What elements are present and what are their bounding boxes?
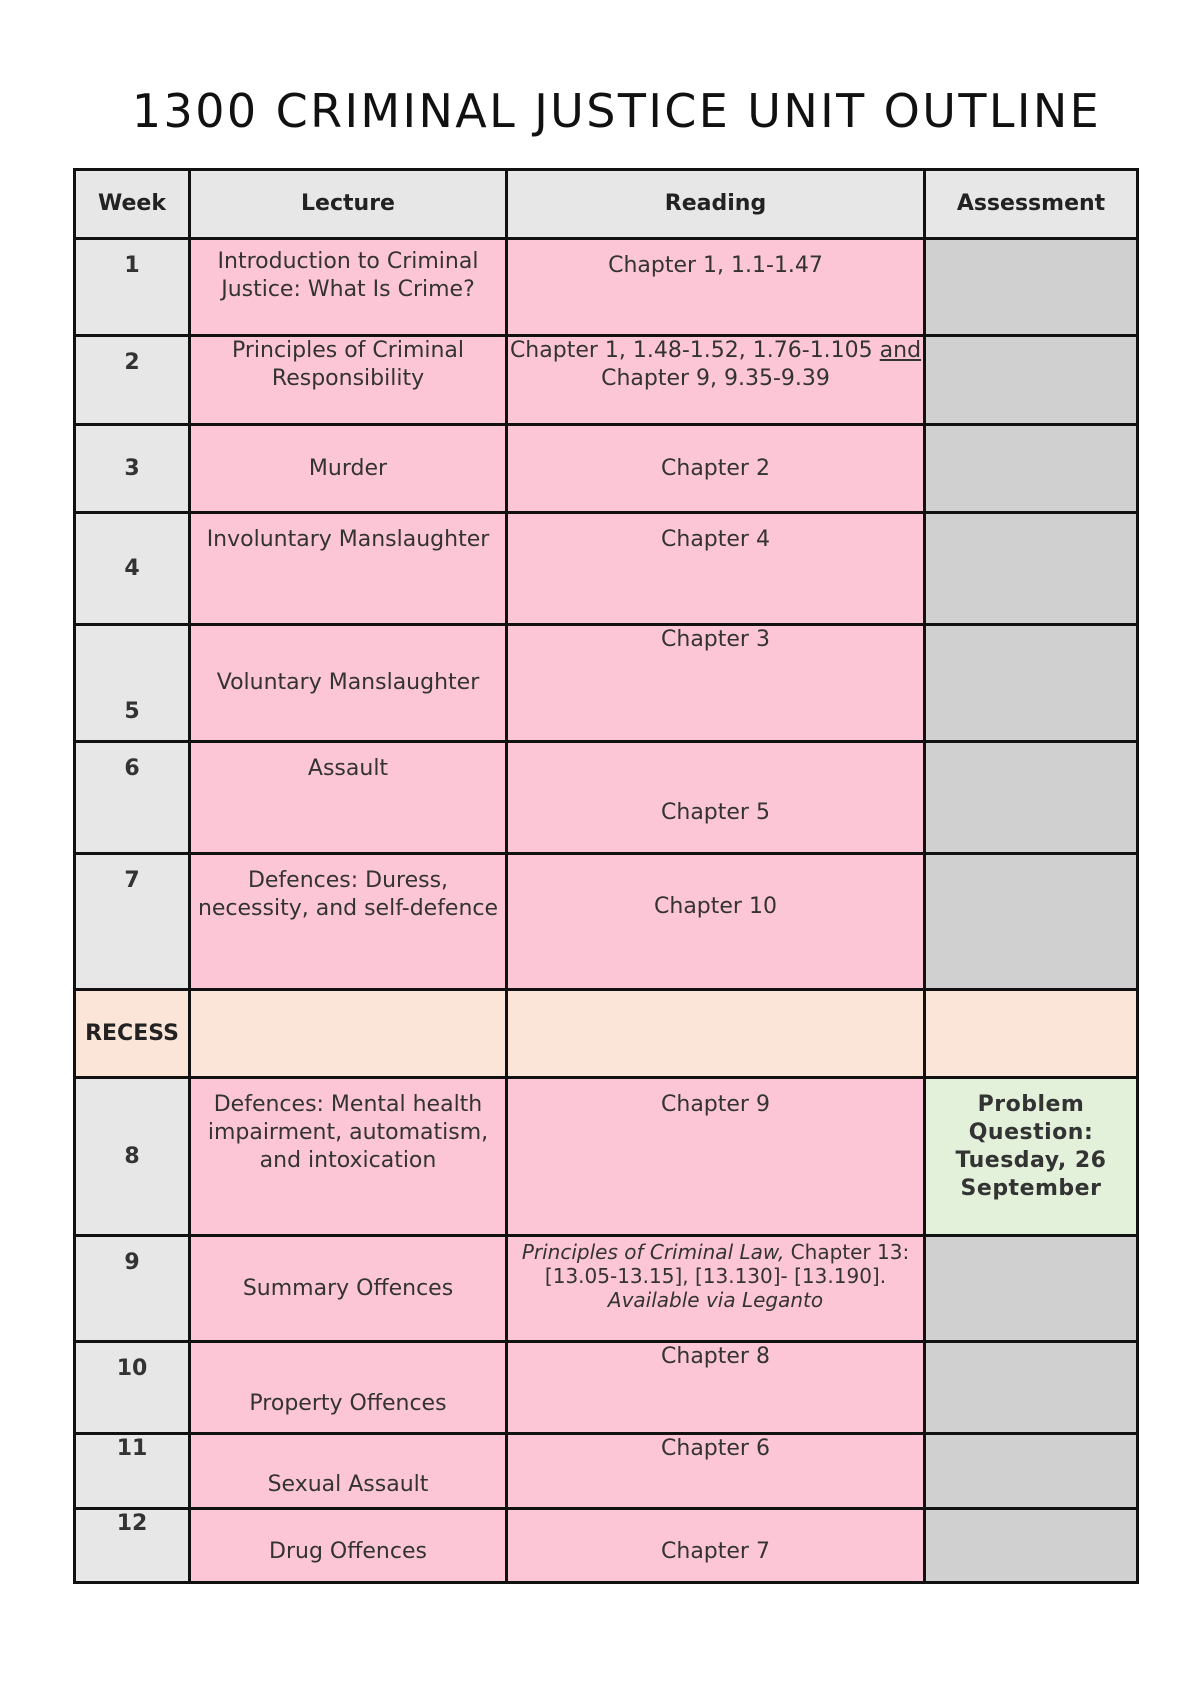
assessment-cell (925, 1236, 1138, 1342)
assessment-cell (925, 742, 1138, 854)
table-row (75, 742, 1138, 854)
reading-cell: Chapter 8 (507, 1342, 925, 1434)
reading-availability: Available via Leganto (607, 1288, 824, 1312)
recess-row (75, 990, 1138, 1078)
week-cell: 4 (75, 513, 190, 625)
assessment-cell (925, 854, 1138, 990)
reading-cell: Chapter 3 (507, 625, 925, 742)
reading-cell: Chapter 10 (507, 854, 925, 990)
assessment-cell (925, 239, 1138, 336)
table-row (75, 1078, 1138, 1236)
table-row (75, 625, 1138, 742)
reading-cell: Chapter 5 (507, 742, 925, 854)
assessment-cell (925, 625, 1138, 742)
reading-cell: Chapter 9 (507, 1078, 925, 1236)
assessment-cell (925, 1342, 1138, 1434)
lecture-cell: Assault (190, 742, 507, 854)
lecture-cell: Defences: Duress, necessity, and self-defence (190, 854, 507, 990)
recess-label: RECESS (75, 990, 190, 1078)
lecture-cell: Property Offences (190, 1342, 507, 1434)
reading-cell: Chapter 2 (507, 425, 925, 513)
reading-text: Chapter 1, 1.48-1.52, 1.76-1.105 (509, 338, 873, 363)
lecture-cell: Involuntary Manslaughter (190, 513, 507, 625)
lecture-cell: Summary Offences (190, 1236, 507, 1342)
assessment-cell (925, 990, 1138, 1078)
assessment-cell (925, 425, 1138, 513)
week-cell: 7 (75, 854, 190, 990)
reading-cell (507, 990, 925, 1078)
lecture-cell: Voluntary Manslaughter (190, 625, 507, 742)
week-cell: 9 (75, 1236, 190, 1342)
reading-cell (507, 1236, 925, 1342)
table-row (75, 1342, 1138, 1434)
table-row (75, 425, 1138, 513)
week-cell: 12 (75, 1509, 190, 1583)
week-cell: 10 (75, 1342, 190, 1434)
week-cell: 8 (75, 1078, 190, 1236)
assessment-cell (925, 1434, 1138, 1509)
table-row (75, 854, 1138, 990)
unit-outline-table (73, 168, 1139, 1584)
reading-text: Chapter 13: [13.05-13.15], [13.130]- [13.190]. (544, 1240, 910, 1288)
assessment-cell: Problem Question: Tuesday, 26 September (925, 1078, 1138, 1236)
reading-cell: Chapter 7 (507, 1509, 925, 1583)
lecture-cell: Introduction to Criminal Justice: What Is Crime? (190, 239, 507, 336)
reading-cell: Chapter 4 (507, 513, 925, 625)
lecture-cell: Defences: Mental health impairment, automatism, and intoxication (190, 1078, 507, 1236)
week-cell: 6 (75, 742, 190, 854)
week-cell: 5 (75, 625, 190, 742)
assessment-cell (925, 513, 1138, 625)
reading-cell: Chapter 1, 1.1-1.47 (507, 239, 925, 336)
header-reading: Reading (507, 170, 925, 239)
week-cell: 1 (75, 239, 190, 336)
reading-text: Chapter 9, 9.35-9.39 (601, 366, 830, 391)
lecture-cell: Sexual Assault (190, 1434, 507, 1509)
reading-cell (507, 336, 925, 425)
reading-and: and (879, 338, 922, 363)
assessment-cell (925, 1509, 1138, 1583)
week-cell: 11 (75, 1434, 190, 1509)
lecture-cell: Principles of Criminal Responsibility (190, 336, 507, 425)
reading-cell: Chapter 6 (507, 1434, 925, 1509)
lecture-cell: Murder (190, 425, 507, 513)
table-row (75, 239, 1138, 336)
header-row (75, 170, 1138, 239)
table-row (75, 1509, 1138, 1583)
lecture-cell: Drug Offences (190, 1509, 507, 1583)
header-lecture: Lecture (190, 170, 507, 239)
header-assessment: Assessment (925, 170, 1138, 239)
lecture-cell (190, 990, 507, 1078)
week-cell: 3 (75, 425, 190, 513)
table-row (75, 1236, 1138, 1342)
assessment-cell (925, 336, 1138, 425)
table-row (75, 513, 1138, 625)
week-cell: 2 (75, 336, 190, 425)
reading-book-title: Principles of Criminal Law, (521, 1240, 785, 1264)
header-week: Week (75, 170, 190, 239)
page-title: 1300 CRIMINAL JUSTICE UNIT OUTLINE (131, 84, 1102, 138)
table-row (75, 1434, 1138, 1509)
table-row (75, 336, 1138, 425)
